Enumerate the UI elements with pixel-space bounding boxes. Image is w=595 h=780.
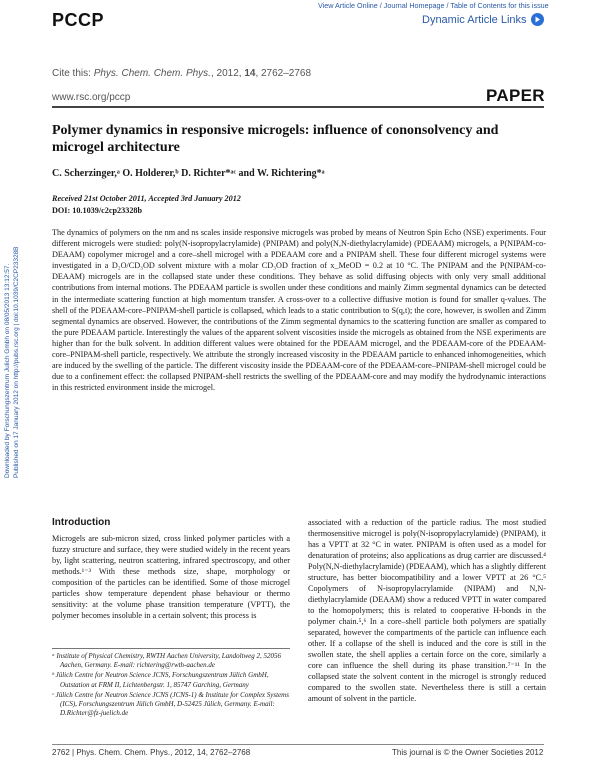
publication-info-line[interactable]: Published on 17 January 2012 on http://pubs.rsc.org | doi:10.1039/C2CP23328B	[13, 246, 20, 478]
abstract-text: The dynamics of polymers on the nm and ns scales inside responsive microgels was probed by means of Neutron Spin Echo (NSE) experiments. Four different microgels were studied: poly(N-isopropylacrylamide) (PNIPAM) and poly(N,N-diethylacrylamide) (PDEAAM) microgels, a P(NIPAM-co-DEAAM) copolymer microgel and a core–shell microgel with a PDEAAM core and a PNIPAM shell. These four different microgel systems were investigated in a D₂O/CD₃OD solvent mixture with a molar CD₃OD fraction of x_MeOD = 0.2 at 10 °C. The PNIPAM and the P(NIPAM-co-DEAAM) microgels are in the collapsed state under these conditions. They behave as solid diffusing objects with only very small additional contributions from internal motions. The PDEAAM particle is swollen under these conditions and mainly Zimm segmental dynamics can be detected in the intermediate scattering function at high momentum transfer. A cross-over to a collective diffusive motion is found for smaller q-values. The shell of the PDEAAM-core–PNIPAM-shell particle is collapsed, which leads to a static contribution to S(q,t); the core, however, is swollen and Zimm segmental dynamics are observed. However, the contributions of the Zimm segmental dynamics to the scattering function are smaller as compared to the pure PDEAAM particle. Interestingly the values of the apparent solvent viscosities inside the microgels as obtained from the NSE experiments are higher than for the bulk solvent. In addition different values were obtained for the PDEAAM microgel, and the PDEAAM-core of the PDEAAM-core–PNIPAM-shell particle, respectively. We attribute the strongly increased viscosity in the PDEAAM particle to enhanced inhomogeneities, which are induced by the swelling of the particle. The different viscosity inside the PDEAAM-core of the PDEAAM-core–PNIPAM-shell microgel could be due to a confinement effect: the collapsed PNIPAM-shell restricts the swelling of the PDEAAM-core and may modify the hydrodynamic interactions in this restricted environment inside the microgel.	[52, 228, 546, 393]
footer-citation: 2762 | Phys. Chem. Chem. Phys., 2012, 14, 2762–2768	[52, 748, 251, 757]
download-info-strip[interactable]	[1, 200, 23, 480]
journal-logo: PCCP	[52, 10, 105, 30]
affiliation-a: ᵃ Institute of Physical Chemistry, RWTH Aachen University, Landoltweg 2, 52056 Aachen, Germany. E-mail: richtering@rwth-aachen.de	[52, 652, 282, 670]
abstract	[52, 227, 546, 393]
section-heading-introduction: Introduction	[52, 517, 111, 528]
dynamic-article-links[interactable]	[422, 13, 544, 26]
top-links[interactable]: View Article Online / Journal Homepage / Table of Contents for this issue	[318, 1, 549, 10]
cite-prefix: Cite this:	[52, 68, 94, 79]
body-column-right	[308, 517, 546, 704]
footer-divider	[52, 744, 544, 745]
cite-pages: , 2762–2768	[255, 68, 312, 79]
article-title: Polymer dynamics in responsive microgels: influence of cononsolvency and microgel architecture	[52, 123, 499, 155]
affiliations	[52, 652, 290, 719]
cite-year: , 2012,	[210, 68, 245, 79]
cite-journal: Phys. Chem. Chem. Phys.	[93, 68, 211, 79]
citation-line	[52, 68, 311, 79]
intro-paragraph-left: Microgels are sub-micron sized, cross linked polymer particles with a fuzzy structure and surface, they were studied widely in the recent years by, light scattering, neutron scattering, infrared spectroscopy, and other methods.¹⁻³ With these methods size, shape, morphology or composition of the particles can be identified. Some of those microgel particles show temperature dependent phase behaviour or thermo sensitivity: at the volume phase transition temperature (VPTT), the polymer becomes insoluble in a certain solvent; this process is	[52, 534, 290, 620]
cite-volume: 14	[244, 68, 256, 79]
journal-url[interactable]: www.rsc.org/pccp	[52, 92, 131, 103]
author-list: C. Scherzinger,ᵃ O. Holderer,ᵇ D. Richter*ᵃᶜ and W. Richtering*ᵃ	[52, 168, 325, 179]
affiliation-divider	[52, 648, 290, 649]
intro-paragraph-right: associated with a reduction of the particle radius. The most studied thermosensitive microgel is poly(N-isopropylacrylamide) (PNIPAM), it has a VPTT at 32 °C in water. PNIPAM is often used as a model for denaturation of proteins; also applications as drug carrier are discussed.⁴ Poly(N,N-diethylacrylamide) (PDEAAM), which has a slightly different structure, has better biocompatibility and a lower VPTT at 26 °C.⁵ Copolymers of N-isopropylacrylamide (NIPAM) and N,N-diethylacrylamide (DEAAM) show a reduced VPTT in water compared to the homopolymers; this is related to cooperative H-bonds in the polymer chain.⁵,⁶ In a core–shell particle both polymers are spatially separated, however the compartments of the particle can influence each other. If a collapse of the shell is induced and the core is still in the swollen state, the shell applies a certain force on the core, similarly a core can influence the shell during its phase transition.⁷⁻¹¹ In the collapsed state the solvent content in the microgel is strongly reduced compared to the swollen state. Nevertheless there is still a certain amount of solvent in the particle.	[308, 518, 546, 703]
article-doi[interactable]: DOI: 10.1039/c2cp23328b	[52, 206, 143, 215]
paper-label: PAPER	[486, 86, 545, 105]
received-dates: Received 21st October 2011, Accepted 3rd January 2012	[52, 194, 241, 203]
download-info-line[interactable]: Downloaded by Forschungszentrum Julich Gmbh on 08/05/2013 13:12:57.	[4, 263, 11, 478]
footer-copyright: This journal is © the Owner Societies 2012	[392, 748, 544, 757]
play-arrow-icon[interactable]	[531, 13, 544, 26]
body-column-left	[52, 533, 290, 621]
affiliation-b: ᵇ Jülich Centre for Neutron Science JCNS, Forschungszentrum Jülich GmbH, Outstation at FRM II, Lichtenbergstr. 1, 85747 Garching, Germany	[52, 671, 269, 689]
dynamic-article-links-label[interactable]: Dynamic Article Links	[422, 13, 527, 26]
affiliation-c: ᶜ Jülich Centre for Neutron Science JCNS (JCNS-1) & Institute for Complex Systems (ICS), Forschungszentrum Jülich GmbH, D-52425 Jülich, Germany. E-mail: D.Richter@fz-juelich.de	[52, 690, 289, 718]
header-divider	[52, 106, 544, 108]
